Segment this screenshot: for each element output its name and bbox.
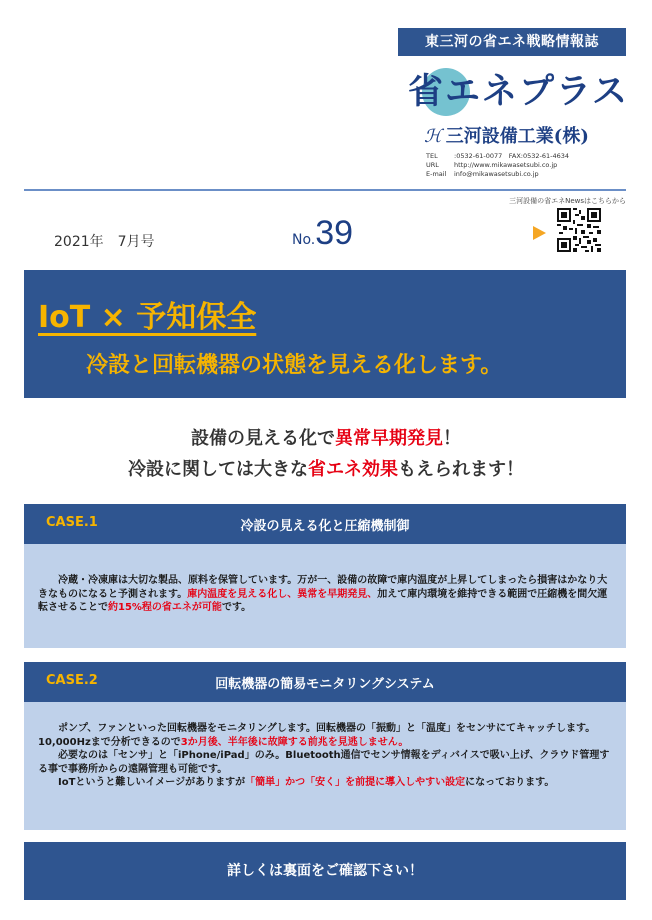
lead-highlight-2: 省エネ効果 [308,459,398,480]
header-divider [24,189,626,191]
case1-paragraph: 冷蔵・冷凍庫は大切な製品、原料を保管しています。万が一、設備の故障で庫内温度が上昇してしまったら損害はかなり大きなものになると予測されます。庫内温度を見える化し、異常を早期発見、加えて庫内環境を維持できる範囲で圧縮機を間欠運転させることで約15%程の省エネが可能です。 [38,575,608,614]
contact-info [426,152,569,179]
case2-label: CASE.2 [46,673,98,688]
hero-title: IoT × 予知保全 [38,300,257,335]
hero-subtitle: 冷設と回転機器の状態を見える化します。 [86,353,503,378]
lead-highlight-1: 異常早期発見 [335,428,443,449]
case1-title: 冷設の見える化と圧縮機制御 [240,519,410,534]
contact-tel: TEL :0532-61-0077 FAX:0532-61-4634 [426,152,570,160]
arrow-right-icon [533,226,546,240]
issue-date: 2021年 7月号 [54,234,155,250]
qr-code-icon[interactable] [557,208,601,252]
brand-logo [404,66,629,118]
news-qr-note: 三河設備の省エネNewsはこちらから [509,197,626,205]
case2-header [24,662,626,702]
case2-title: 回転機器の簡易モニタリングシステム [215,677,435,692]
case1-body [24,544,626,648]
contact-url[interactable]: URL http://www.mikawasetsubi.co.jp [426,161,558,169]
case2-paragraph-2: 必要なのは「センサ」と「iPhone/iPad」のみ。Bluetooth通信でセンサ情報をディバイスで吸い上げ、クラウド管理する事で事務所からの遠隔管理も可能です。 [38,750,610,775]
logo-text: 省エネプラス [408,72,629,112]
case1-header [24,504,626,544]
case2-paragraph-3: IoTというと難しいイメージがありますが「簡単」かつ「安く」を前提に導入しやすい設定になっております。 [58,777,555,789]
lead-line-2: 冷設に関しては大きな省エネ効果もえられます！ [128,459,524,480]
company-mark: ℋ [424,126,442,146]
case2-paragraph-1: ポンプ、ファンといった回転機器をモニタリングします。回転機器の「振動」と「温度」をセンサにてキャッチします。10,000Hzまで分析できるので3か月後、半年後に故障する前兆を見逃しません。 [38,723,596,748]
issue-number: No.39 [292,214,354,252]
magazine-tagline: 東三河の省エネ戦略情報誌 [398,28,626,56]
hero-banner [24,270,626,398]
company-name-text: 三河設備工業(株) [445,126,589,147]
footer-banner: 詳しくは裏面をご確認下さい！ [24,842,626,900]
case2-body [24,702,626,830]
case1-label: CASE.1 [46,515,98,530]
lead-line-1: 設備の見える化で異常早期発見！ [191,428,461,449]
company-name [424,122,589,148]
contact-email[interactable]: E-mail info@mikawasetsubi.co.jp [426,170,539,178]
